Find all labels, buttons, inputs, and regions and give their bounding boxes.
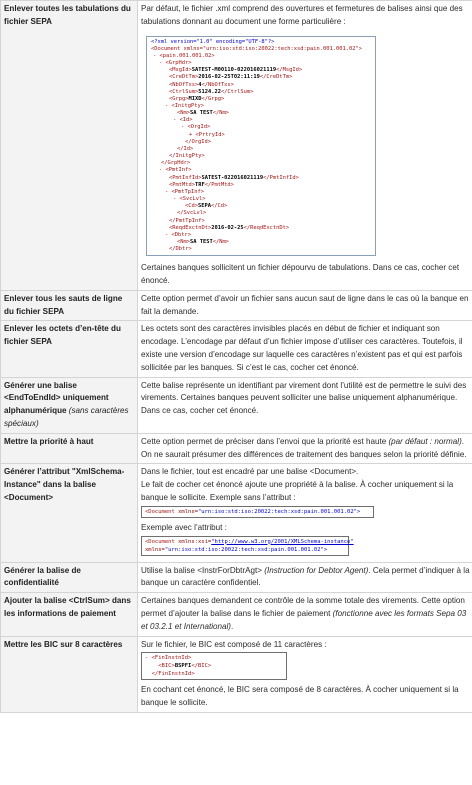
xml-line: </Dbtr>	[169, 246, 192, 253]
xml-line: <ReqdExctnDt>2016-02-25</ReqdExctnDt>	[169, 224, 290, 231]
xml-line: <Document xmlns="urn:iso:std:iso:20022:tech:xsd:pain.001.001.02">	[151, 45, 362, 52]
table-row	[1, 433, 472, 464]
xml-line: </SvcLvl>	[177, 210, 207, 217]
description-text: Sur le fichier, le BIC est composé de 11 caractères :	[141, 639, 327, 649]
option-description	[138, 593, 472, 636]
table-row	[1, 464, 472, 562]
xml-line: + <PrtryId>	[189, 131, 225, 138]
option-label: Ajouter la balise <CtrlSum> dans les informations de paiement	[1, 593, 138, 636]
option-description	[138, 1, 472, 291]
xml-line: <CreDtTm>2016-02-25T02:11:19</CreDtTm>	[169, 74, 293, 81]
option-label: Mettre les BIC sur 8 caractères	[1, 636, 138, 712]
xml-line: - <PmtTpInf>	[165, 188, 204, 195]
option-label: Générer l’attribut "XmlSchema-Instance" dans la balise <Document>	[1, 464, 138, 562]
xml-line: <Nm>SA TEST</Nm>	[177, 110, 229, 117]
description-italic-note: (fonctionne avec les formats Sepa 03 et 03.2.1 et International)	[141, 609, 467, 631]
xml-line: </OrgId>	[185, 138, 211, 145]
description-text: Certaines banques demandent ce contrôle de la somme totale des virements. Cette option permet d’ajouter la balise dans le fichier de paiement	[141, 596, 465, 619]
table-row	[1, 593, 472, 636]
xml-line: <NbOfTxs>4</NbOfTxs>	[169, 81, 234, 88]
code-example-with-attribute: <Document xmlns:xsi="http://www.w3.org/2001/XMLSchema-instance" xmlns="urn:iso:std:iso:20022:tech:xsd:pain.001.001.02">	[141, 536, 349, 556]
table-row	[1, 377, 472, 433]
description-italic-note: (par défaut : normal)	[388, 436, 462, 446]
option-description	[138, 464, 472, 562]
description-text: Utilise la balise <InstrForDbtrAgt>	[141, 565, 265, 575]
xml-example	[146, 36, 376, 257]
label-italic-note: (sans caractères spéciaux)	[4, 406, 129, 429]
option-description	[138, 562, 472, 593]
xml-line: <Cd>SEPA</Cd>	[185, 203, 228, 210]
xml-line: - <OrgId>	[181, 124, 211, 131]
xml-line: - <GrpHdr>	[159, 60, 192, 67]
xml-line: <CtrlSum>5124.22</CtrlSum>	[169, 88, 254, 95]
option-label: Enlever toutes les tabulations du fichier SEPA	[1, 1, 138, 291]
xml-line: - <InitgPty>	[165, 103, 204, 109]
xml-line: </GrpHdr>	[161, 160, 191, 167]
option-label	[1, 377, 138, 433]
description-text: Cette option permet de préciser dans l’envoi que la priorité est haute	[141, 436, 389, 446]
xml-line: <Nm>SA TEST</Nm>	[177, 238, 229, 245]
option-description	[138, 433, 472, 464]
xml-line: - <SvcLvl>	[173, 196, 206, 203]
xml-line: <Grpg>MIXD</Grpg>	[169, 95, 225, 102]
xml-line: <PmtInfId>SATEST-022016021119</PmtInfId>	[169, 174, 299, 181]
xml-line: - <Dbtr>	[165, 231, 191, 238]
xml-line: </Id>	[177, 145, 194, 152]
table-row	[1, 290, 472, 321]
xml-line: <MsgId>SATEST-M00110-022016021119</MsgId>	[169, 67, 303, 74]
description-italic-note: (Instruction for Debtor Agent)	[264, 565, 369, 575]
xml-line: - <Id>	[173, 117, 193, 124]
xml-line: - <PmtInf>	[159, 167, 192, 174]
description-text: .	[231, 621, 234, 631]
description-text: Certaines banques sollicitent un fichier dépourvu de tabulations. Dans ce cas, cocher cet énoncé.	[141, 263, 460, 286]
option-description: Les octets sont des caractères invisibles placés en début de fichier et indiquant son encodage. L’encodage par défaut d’un fichier impose d’utiliser ces caractères. Toutefois, il existe une version d’encodage sur laquelle ces caractères n’existent pas et qui est parfois sollicitée par les banques. Si c’est le cas, cocher cet énoncé.	[138, 321, 472, 377]
xml-line: <PmtMtd>TRF</PmtMtd>	[169, 181, 234, 188]
option-description	[138, 636, 472, 712]
xml-line: </InitgPty>	[169, 153, 205, 160]
xml-line: <?xml version="1.0" encoding="UTF-8"?>	[151, 38, 275, 45]
description-text: Le fait de cocher cet énoncé ajoute une propriété à la balise. À cocher uniquement si la banque le sollicite. Exemple sans l’attribut :	[141, 480, 454, 503]
xml-line: </PmtTpInf>	[169, 217, 205, 224]
option-description: Cette balise représente un identifiant par virement dont l’utilité est de permettre le suivi des virements. Certaines banques peuvent solliciter une balise uniquement alphanumérique. Dans ce cas, cocher cet énoncé.	[138, 377, 472, 433]
description-text: Dans le fichier, tout est encadré par une balise <Document>.	[141, 467, 359, 477]
option-label: Enlever tous les sauts de ligne du fichier SEPA	[1, 290, 138, 321]
option-label: Enlever les octets d’en-tête du fichier SEPA	[1, 321, 138, 377]
xml-line: - <pain.001.001.02>	[153, 52, 215, 59]
table-row	[1, 321, 472, 377]
description-text: Exemple avec l’attribut :	[141, 522, 227, 532]
option-label: Générer la balise de confidentialité	[1, 562, 138, 593]
description-text: . On ne saurait présumer des différences de traitement des banques selon la priorité définie.	[141, 436, 467, 459]
description-text: Par défaut, le fichier .xml comprend des ouvertures et fermetures de balises ainsi que des tabulations donnant au document une forme particulière :	[141, 4, 463, 26]
table-row	[1, 636, 472, 712]
code-example-without-attribute: <Document xmlns="urn:iso:std:iso:20022:tech:xsd:pain.001.001.02">	[141, 506, 374, 518]
option-label: Mettre la priorité à haut	[1, 433, 138, 464]
option-description: Cette option permet d’avoir un fichier sans aucun saut de ligne dans le cas où la banque en fait la demande.	[138, 290, 472, 321]
label-text: Générer une balise <EndToEndId> uniquement alphanumérique	[4, 380, 109, 416]
table-row	[1, 562, 472, 593]
bic-code-example: - <FinInstnId> <BIC>BSPFI</BIC> </FinInstnId>	[141, 652, 287, 680]
table-row	[1, 1, 472, 291]
description-text: En cochant cet énoncé, le BIC sera composé de 8 caractères. À cocher uniquement si la banque le sollicite.	[141, 685, 459, 708]
description-text: . Cela permet d’indiquer à la banque un caractère confidentiel.	[141, 565, 470, 588]
